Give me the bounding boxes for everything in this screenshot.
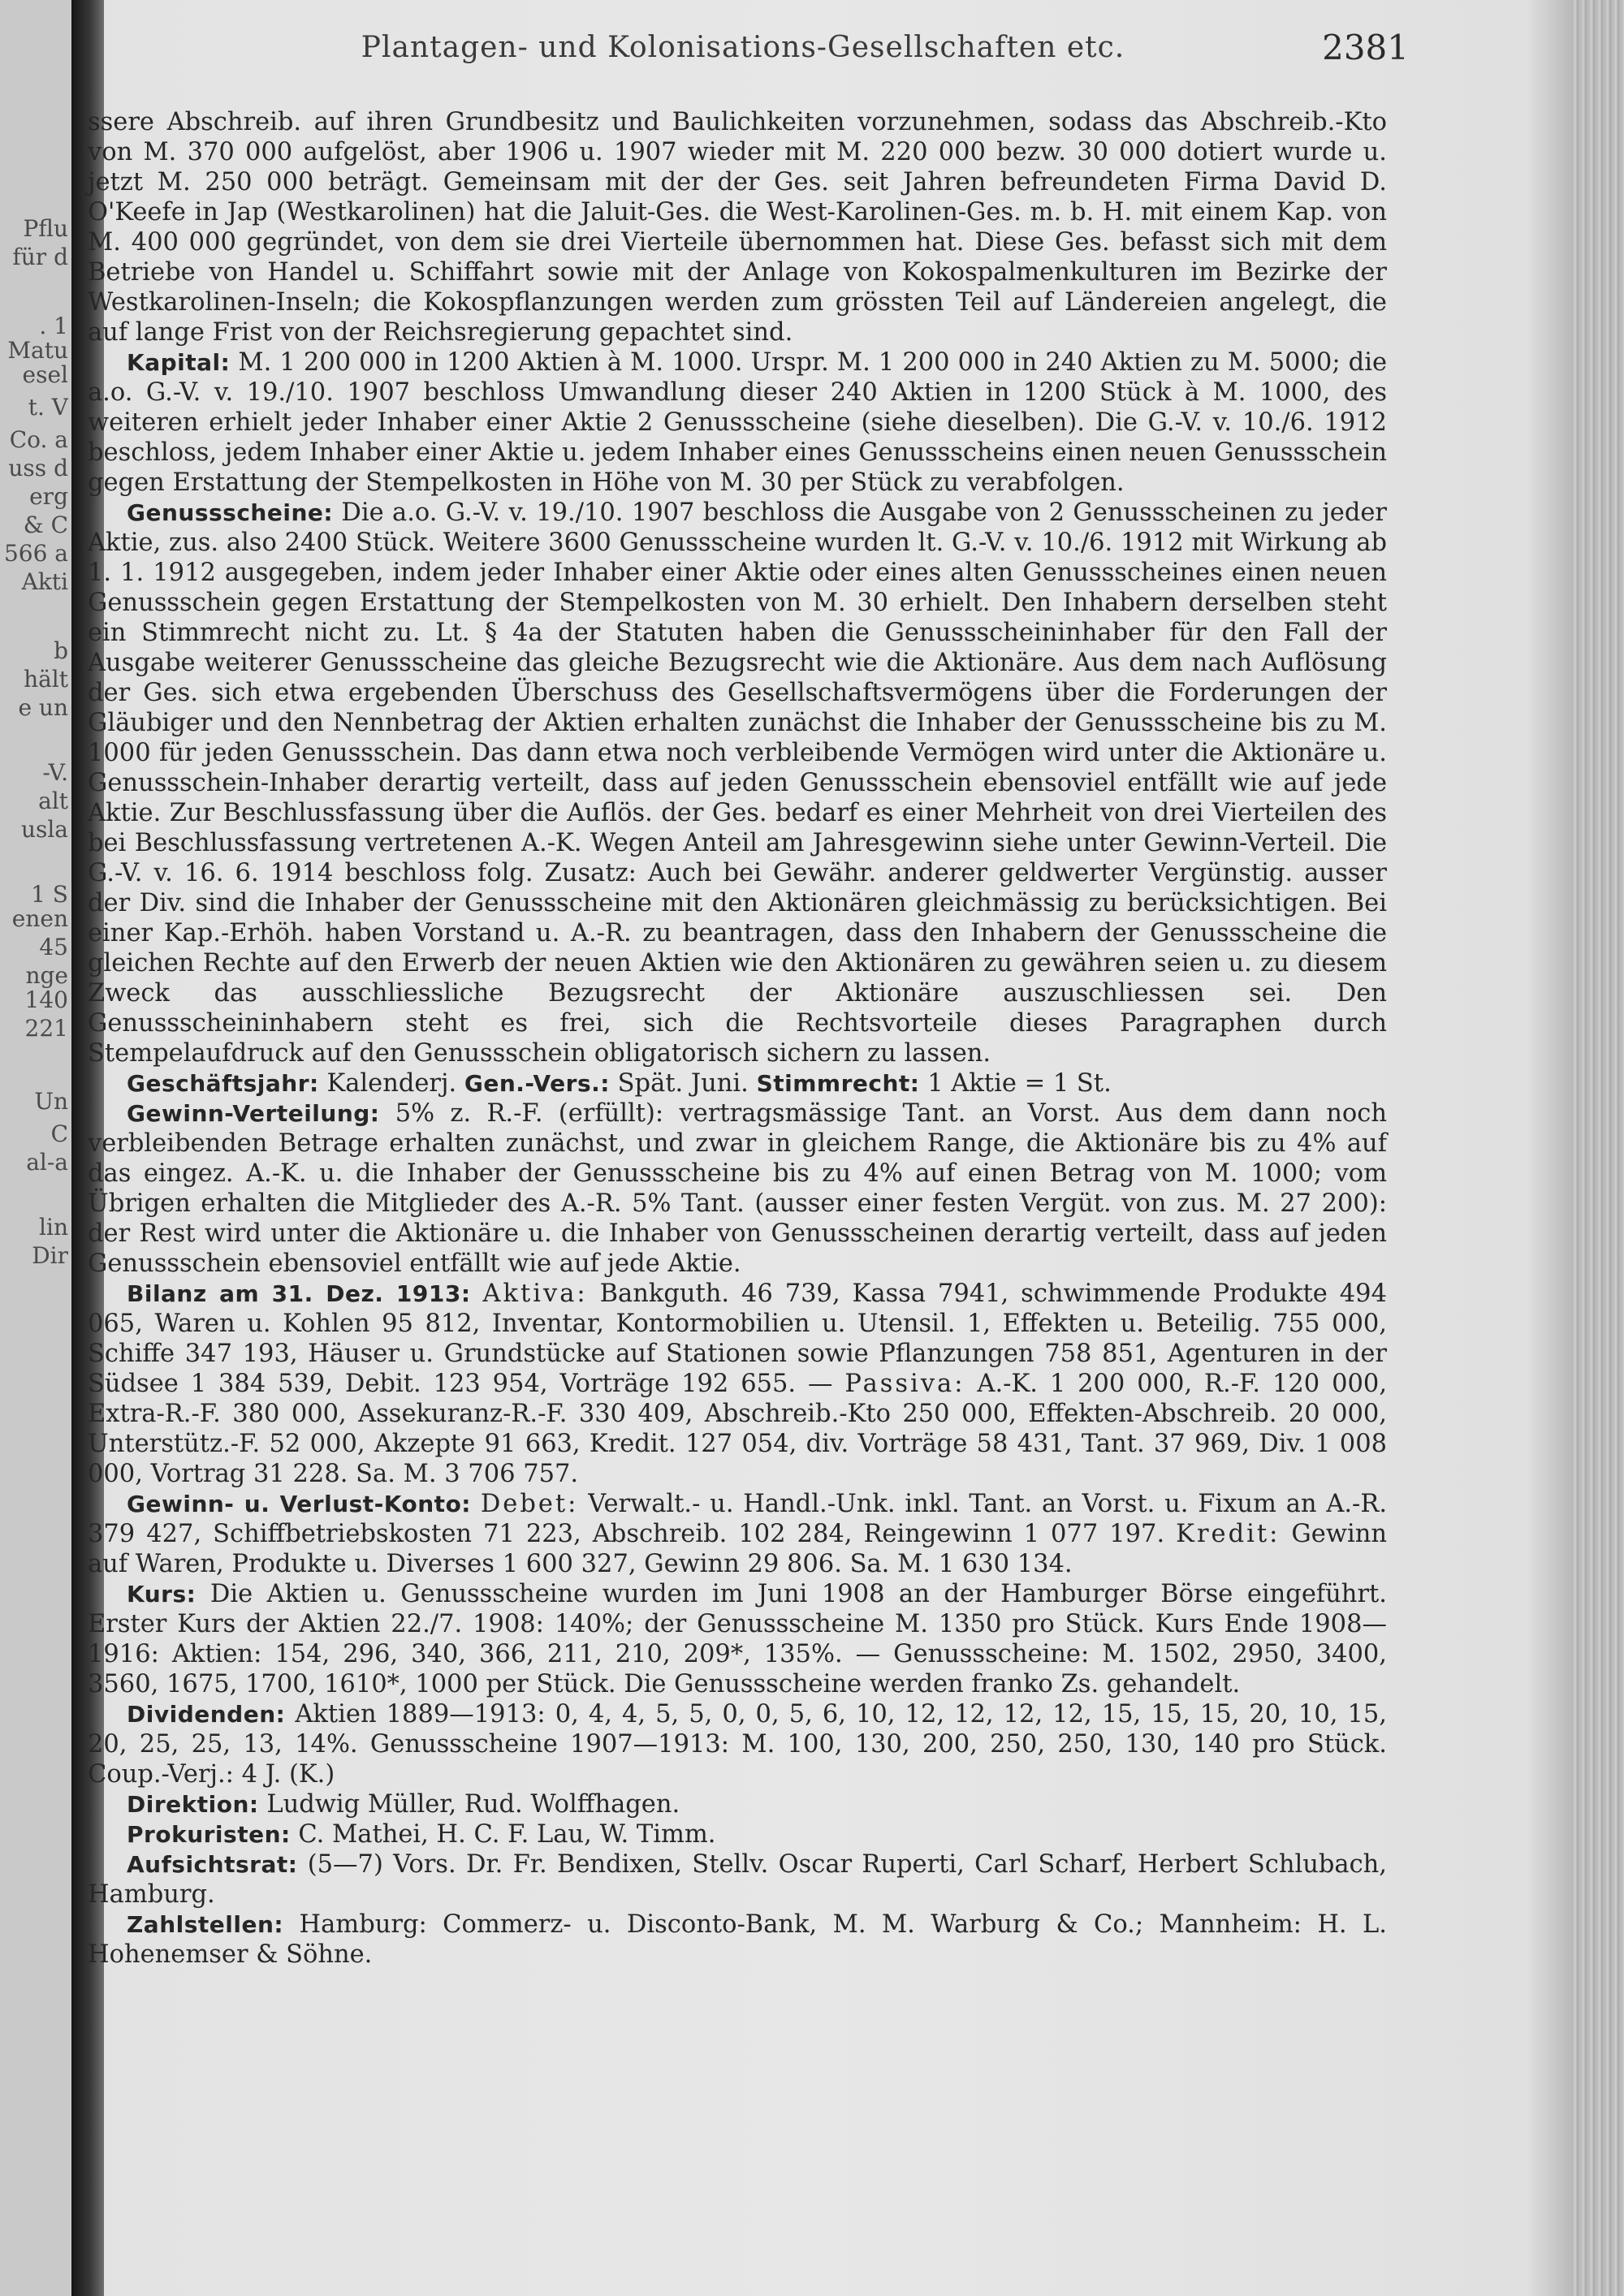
running-title: Plantagen- und Kolonisations-Gesellschaften etc. [361, 31, 1125, 64]
section-dividenden [88, 1699, 1387, 1789]
margin-fragment: alt [38, 788, 68, 814]
margin-fragment: al-a [26, 1149, 68, 1176]
aktiva-text: Bankguth. 46 739, Kassa 7941, schwimmende Produkte 494 065, Waren u. Kohlen 95 812, Inventar, Kontormobilien u. Utensil. 1, Effekten u. Beteilig. 755 000, Schiffe 347 193, Häuser u. Grundstücke auf Stationen sowie Pflanzungen 758 851, Agenturen in der Südsee 1 384 539, Debit. 123 954, Vorträge 192 655. — [88, 1280, 1387, 1398]
margin-fragment: erg [29, 483, 68, 510]
margin-fragment: 221 [24, 1015, 68, 1042]
section-kurs [88, 1579, 1387, 1699]
section-heading-stimmrecht: Stimmrecht: [756, 1070, 920, 1097]
margin-fragment: usla [20, 816, 68, 843]
section-text: Die a.o. G.-V. v. 19./10. 1907 beschloss die Ausgabe von 2 Genussscheinen zu jeder Aktie, zus. also 2400 Stück. Weitere 3600 Genussscheine wurden lt. G.-V. v. 10./6. 1912 mit Wirkung ab 1. 1. 1912 ausgegeben, indem jeder Inhaber einer Aktie oder eines alten Genussscheines einen neuen Genussschein gegen Erstattung der Stempelkosten von M. 30 erhielt. Den Inhabern derselben steht ein Stimmrecht nicht zu. Lt. § 4a der Statuten haben die Genussscheininhaber für den Fall der Ausgabe weiterer Genussscheine das gleiche Bezugsrecht wie die Aktionäre. Aus dem nach Auflösung der Ges. sich etwa ergebenden Überschuss des Gesellschaftsvermögens über die Forderungen der Gläubiger und den Nennbetrag der Aktien erhalten zunächst die Inhaber der Genussscheine bis zu M. 1000 für jeden Genussschein. Das dann etwa noch verbleibende Vermögen wird unter die Aktionäre u. Genussschein-Inhaber derartig verteilt, dass auf jeden Genussschein ebensoviel entfällt wie auf jede Aktie. Zur Beschlussfassung über die Auflös. der Ges. bedarf es einer Mehrheit von drei Vierteilen des bei Beschlussfassung vertretenen A.-K. Wegen Anteil am Jahresgewinn siehe unter Gewinn-Verteil. Die G.-V. v. 16. 6. 1914 beschloss folg. Zusatz: Auch bei Gewähr. anderer geldwerter Vergünstig. ausser der Div. sind die Inhaber der Genussscheine mit den Aktionären gleichmässig zu berücksichtigen. Bei einer Kap.-Erhöh. haben Vorstand u. A.-R. zu beantragen, dass den Inhabern der Genussscheine die gleichen Rechte auf den Erwerb der neuen Aktien wie den Aktionären zu gewähren seien u. zu diesem Zweck das ausschliessliche Bezugsrecht der Aktionäre auszuschliessen sei. Den Genussscheininhabern steht es frei, sich die Rechtsvorteile dieses Paragraphen durch Stempelaufdruck auf den Genussschein obligatorisch sichern zu lassen. [88, 498, 1387, 1068]
section-heading: Genussscheine: [127, 499, 334, 526]
debet-label: Debet: [480, 1490, 579, 1518]
page-edge-stack [1572, 0, 1624, 2296]
section-direktion [88, 1789, 1387, 1819]
section-heading-gen-vers: Gen.-Vers.: [464, 1070, 610, 1097]
article-body [88, 107, 1387, 1970]
section-text: Die Aktien u. Genussscheine wurden im Juni 1908 an der Hamburger Börse eingeführt. Erster Kurs der Aktien 22./7. 1908: 140%; der Genussscheine M. 1350 pro Stück. Kurs Ende 1908—1916: Aktien: 154, 296, 340, 366, 211, 210, 209*, 135%. — Genussscheine: M. 1502, 2950, 3400, 3560, 1675, 1700, 1610*, 1000 per Stück. Die Genussscheine werden franko Zs. gehandelt. [88, 1580, 1387, 1698]
section-heading: Geschäftsjahr: [127, 1070, 319, 1097]
section-text: Ludwig Müller, Rud. Wolffhagen. [266, 1790, 680, 1819]
section-heading: Kurs: [127, 1581, 197, 1608]
margin-fragment: -V. [42, 759, 68, 786]
margin-fragment: 566 a [3, 540, 68, 567]
section-geschaeftsjahr [88, 1068, 1387, 1098]
margin-fragment: 1 S [31, 881, 68, 908]
margin-fragment: Pflu [23, 215, 68, 242]
section-text: C. Mathei, H. C. F. Lau, W. Timm. [298, 1820, 716, 1849]
section-text: Aktien 1889—1913: 0, 4, 4, 5, 5, 0, 0, 5, 6, 10, 12, 12, 12, 12, 15, 15, 15, 20, 10, 15, 20, 25, 25, 13, 14%. Genussscheine 1907—1913: M. 100, 130, 200, 250, 250, 130, 140 pro Stück. Coup.-Verj.: 4 J. (K.) [88, 1700, 1387, 1789]
section-text: Hamburg: Commerz- u. Disconto-Bank, M. M. Warburg & Co.; Mannheim: H. L. Hohenemser & Söhne. [88, 1910, 1387, 1969]
section-heading: Aufsichtsrat: [127, 1851, 298, 1878]
margin-fragment: für d [12, 244, 68, 270]
section-genussscheine [88, 498, 1387, 1068]
margin-fragment: 140 [24, 986, 68, 1013]
margin-fragment: b [54, 637, 68, 664]
section-heading: Dividenden: [127, 1701, 286, 1728]
section-heading: Gewinn- u. Verlust-Konto: [127, 1491, 472, 1517]
debet-text: Verwalt.- u. Handl.-Unk. inkl. Tant. an Vorst. u. Fixum an A.-R. 379 427, Schiffbetriebskosten 71 223, Abschreib. 102 284, Reingewinn 1 077 197. [88, 1490, 1388, 1548]
aktiva-label: Aktiva: [482, 1280, 588, 1308]
margin-fragment: Co. a [9, 426, 68, 453]
kredit-text: Gewinn auf Waren, Produkte u. Diverses 1 600 327, Gewinn 29 806. Sa. M. 1 630 134. [88, 1520, 1387, 1578]
section-heading: Kapital: [127, 349, 231, 376]
margin-fragment: lin [39, 1214, 68, 1241]
kredit-label: Kredit: [1176, 1520, 1281, 1548]
margin-fragment: Un [34, 1088, 68, 1115]
section-text: Kalenderj. [326, 1069, 457, 1098]
section-heading: Zahlstellen: [127, 1911, 284, 1938]
page-header [110, 28, 1409, 80]
section-text: (5—7) Vors. Dr. Fr. Bendixen, Stellv. Oscar Ruperti, Carl Scharf, Herbert Schlubach, Hamburg. [88, 1850, 1387, 1909]
section-aufsichtsrat [88, 1849, 1387, 1910]
margin-fragment: uss d [8, 455, 68, 481]
margin-fragment: Dir [32, 1242, 68, 1269]
margin-fragment: hält [24, 666, 68, 693]
section-heading: Direktion: [127, 1791, 259, 1818]
section-text-gen-vers: Spät. Juni. [617, 1069, 749, 1098]
section-gewinn-verlust [88, 1489, 1387, 1579]
passiva-text: A.-K. 1 200 000, R.-F. 120 000, Extra-R.-F. 380 000, Assekuranz-R.-F. 330 409, Abschreib.-Kto 250 000, Effekten-Abschreib. 20 000, Unterstütz.-F. 52 000, Akzepte 91 663, Kredit. 127 054, div. Vorträge 58 431, Tant. 37 969, Div. 1 008 000, Vortrag 31 228. Sa. M. 3 706 757. [88, 1370, 1388, 1488]
section-zahlstellen [88, 1910, 1387, 1970]
section-text-stimmrecht: 1 Aktie = 1 St. [927, 1069, 1112, 1098]
page-number: 2381 [1322, 28, 1409, 67]
section-heading: Bilanz am 31. Dez. 1913: [127, 1280, 471, 1307]
margin-fragment: & C [23, 511, 68, 538]
margin-fragment: C [50, 1120, 68, 1147]
section-gewinn-verteilung [88, 1098, 1387, 1279]
section-prokuristen [88, 1819, 1387, 1849]
section-heading: Gewinn-Verteilung: [127, 1100, 380, 1127]
section-bilanz [88, 1279, 1387, 1489]
margin-fragment: enen [11, 905, 68, 932]
margin-fragment: t. V [28, 394, 68, 421]
margin-fragment: 45 [39, 934, 68, 960]
section-text: 5% z. R.-F. (erfüllt): vertragsmässige Tant. an Vorst. Aus dem dann noch verbleibenden Betrage erhalten zunächst, und zwar in gleichem Range, die Aktionäre bis zu 4% auf das eingez. A.-K. u. die Inhaber der Genussscheine bis zu 4% auf einen Betrag von M. 1000; vom Übrigen erhalten die Mitglieder des A.-R. 5% Tant. (ausser einer festen Vergüt. von zus. M. 27 200): der Rest wird unter die Aktionäre u. die Inhaber von Genussscheinen derartig verteilt, dass auf jeden Genussschein ebensoviel entfällt wie auf jede Aktie. [88, 1099, 1387, 1278]
margin-fragment: nge [25, 962, 68, 989]
margin-fragment: . 1 [39, 313, 68, 339]
section-kapital [88, 347, 1387, 498]
section-text: M. 1 200 000 in 1200 Aktien à M. 1000. Urspr. M. 1 200 000 in 240 Aktien zu M. 5000; die a.o. G.-V. v. 19./10. 1907 beschloss Umwandlung dieser 240 Aktien in 1200 Stück à M. 1000, des weiteren erhielt jeder Inhaber einer Aktie 2 Genussscheine (siehe dieselben). Die G.-V. v. 10./6. 1912 beschloss, jedem Inhaber einer Aktie u. jedem Inhaber eines Genussscheins einen neuen Genussschein gegen Erstattung der Stempelkosten in Höhe von M. 30 per Stück zu verabfolgen. [88, 348, 1388, 497]
passiva-label: Passiva: [844, 1370, 965, 1398]
margin-fragment: e un [18, 694, 68, 721]
adjacent-page-strip [0, 0, 71, 2296]
margin-fragment: Matu [7, 337, 68, 364]
margin-fragment: esel [22, 361, 68, 388]
intro-paragraph: ssere Abschreib. auf ihren Grundbesitz und Baulichkeiten vorzunehmen, sodass das Abschreib.-Kto von M. 370 000 aufgelöst, aber 1906 u. 1907 wieder mit M. 220 000 bezw. 30 000 dotiert wurde u. jetzt M. 250 000 beträgt. Gemeinsam mit der der Ges. seit Jahren befreundeten Firma David D. O'Keefe in Jap (Westkarolinen) hat die Jaluit-Ges. die West-Karolinen-Ges. m. b. H. mit einem Kap. von M. 400 000 gegründet, von dem sie drei Vierteile übernommen hat. Diese Ges. befasst sich mit dem Betriebe von Handel u. Schiffahrt sowie mit der Anlage von Kokospalmenkulturen im Bezirke der Westkarolinen-Inseln; die Kokospflanzungen werden zum grössten Teil auf Ländereien angelegt, die auf lange Frist von der Reichsregierung gepachtet sind. [88, 108, 1387, 347]
margin-fragment: Akti [21, 568, 68, 595]
section-heading: Prokuristen: [127, 1821, 291, 1848]
